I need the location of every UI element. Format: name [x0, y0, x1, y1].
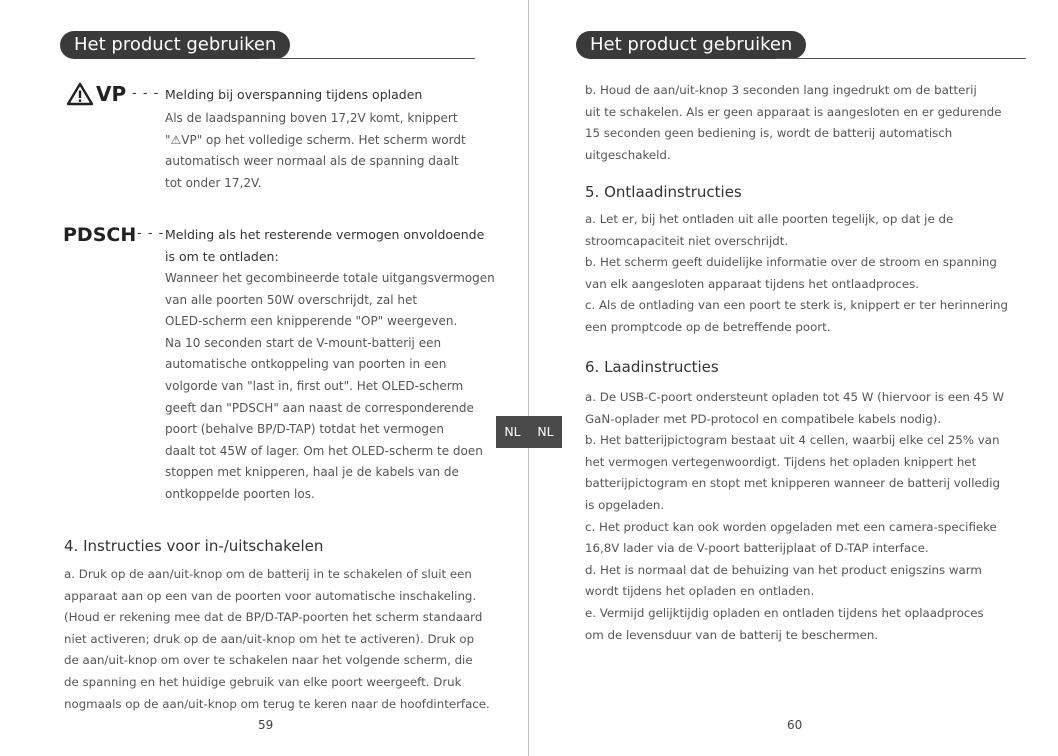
- section-6-line: het vermogen vertegenwoordigt. Tijdens het opladen knippert het: [585, 454, 977, 469]
- vp-body-line: automatisch weer normaal als de spanning daalt: [165, 154, 459, 169]
- pdsch-body-line: daalt tot 45W of lager. Om het OLED-scherm te doen: [165, 443, 483, 458]
- pdsch-dashes: - - -: [137, 226, 165, 241]
- warning-triangle-icon: [66, 82, 94, 106]
- intro-body: [585, 80, 1001, 166]
- section-4-line: apparaat aan op een van de poorten voor automatische inschakeling.: [64, 588, 477, 603]
- pdsch-title-line: is om te ontladen:: [165, 248, 279, 264]
- page-header: [60, 31, 475, 61]
- page-number: 59: [258, 718, 274, 732]
- pdsch-note-body: [165, 268, 495, 506]
- pdsch-body-line: poort (behalve BP/D-TAP) totdat het vermogen: [165, 422, 444, 437]
- pdsch-body-line: van alle poorten 50W overschrijdt, zal het: [165, 292, 418, 307]
- pdsch-body-line: stoppen met knipperen, haal je de kabels van de: [165, 465, 459, 480]
- page-number: 60: [787, 718, 803, 732]
- pdsch-body-line: OLED-scherm een knipperende "OP" weergeven.: [165, 314, 458, 329]
- section-6-line: c. Het product kan ook worden opgeladen met een camera-specifieke: [585, 519, 997, 534]
- page-header: [576, 31, 1026, 61]
- section-6-line: wordt tijdens het opladen en ontladen.: [585, 584, 815, 599]
- vp-dashes: - - -: [132, 86, 160, 101]
- section-6-line: is opgeladen.: [585, 497, 665, 512]
- intro-line: uitgeschakeld.: [585, 147, 671, 162]
- section-4-line: niet activeren; druk op de aan/uit-knop om het te activeren). Druk op: [64, 631, 475, 646]
- section-6-line: b. Het batterijpictogram bestaat uit 4 cellen, waarbij elke cel 25% van: [585, 433, 1000, 448]
- section-4-line: de spanning en het huidige gebruik van elke poort weergeeft. Druk: [64, 674, 462, 689]
- language-tab: NL: [496, 416, 529, 448]
- section-6-line: 16,8V lader via de V-poort batterijplaat of D-TAP interface.: [585, 541, 929, 556]
- language-tab: NL: [529, 416, 562, 448]
- section-4-body: [64, 564, 490, 715]
- pdsch-body-line: geeft dan "PDSCH" aan naast de corresponderende: [165, 400, 474, 415]
- pdsch-body-line: Na 10 seconden start de V-mount-batterij een: [165, 335, 442, 350]
- section-6-line: batterijpictogram en stopt met knipperen wanneer de batterij volledig: [585, 476, 1000, 491]
- pdsch-note-title: [165, 224, 484, 267]
- section-6-line: d. Het is normaal dat de behuizing van het product enigszins warm: [585, 562, 982, 577]
- section-6-title: 6. Laadinstructies: [585, 358, 719, 376]
- header-title: Het product gebruiken: [60, 31, 290, 59]
- section-5-line: c. Als de ontlading van een poort te sterk is, knippert er ter herinnering: [585, 298, 1008, 313]
- intro-line: b. Houd de aan/uit-knop 3 seconden lang ingedrukt om de batterij: [585, 83, 977, 97]
- vp-note-title: Melding bij overspanning tijdens opladen: [165, 87, 423, 102]
- section-5-body: [585, 209, 1008, 339]
- section-4-line: de aan/uit-knop om over te schakelen naar het volgende scherm, die: [64, 653, 473, 668]
- pdsch-body-line: Wanneer het gecombineerde totale uitgangsvermogen: [165, 271, 495, 285]
- section-5-line: van elk aangesloten apparaat tijdens het ontlaadproces.: [585, 276, 919, 291]
- pdsch-title-line: Melding als het resterende vermogen onvoldoende: [165, 227, 485, 242]
- section-4-line: (Houd er rekening mee dat de BP/D-TAP-poorten het scherm standaard: [64, 610, 483, 625]
- section-5-line: stroomcapaciteit niet overschrijdt.: [585, 233, 789, 248]
- section-6-line: a. De USB-C-poort ondersteunt opladen tot 45 W (hiervoor is een 45 W: [585, 390, 1004, 404]
- vp-marker-label: VP: [96, 82, 127, 106]
- page-right: [529, 0, 1058, 756]
- intro-line: uit te schakelen. Als er geen apparaat is aangesloten en er gedurende: [585, 104, 1002, 119]
- vp-body-line: Als de laadspanning boven 17,2V komt, knippert: [165, 111, 458, 125]
- vp-body-line: "⚠VP" op het volledige scherm. Het scherm wordt: [165, 132, 466, 147]
- pdsch-marker: PDSCH: [63, 224, 137, 246]
- vp-marker: [66, 82, 128, 106]
- header-title: Het product gebruiken: [576, 31, 806, 59]
- header-rule: [776, 58, 1026, 59]
- pdsch-body-line: volgorde van "last in, first out". Het OLED-scherm: [165, 378, 464, 393]
- section-5-line: a. Let er, bij het ontladen uit alle poorten tegelijk, op dat je de: [585, 212, 954, 226]
- section-6-line: GaN-oplader met PD-protocol en compatibele kabels nodig).: [585, 411, 942, 426]
- pdsch-body-line: ontkoppelde poorten los.: [165, 486, 315, 501]
- section-6-line: om de levensduur van de batterij te beschermen.: [585, 627, 879, 642]
- vp-note-body: [165, 108, 466, 194]
- section-4-title: 4. Instructies voor in-/uitschakelen: [64, 537, 324, 555]
- section-6-line: e. Vermijd gelijktijdig opladen en ontladen tijdens het oplaadproces: [585, 605, 984, 620]
- section-5-line: b. Het scherm geeft duidelijke informatie over de stroom en spanning: [585, 255, 997, 270]
- intro-line: 15 seconden geen bediening is, wordt de batterij automatisch: [585, 126, 953, 141]
- section-5-title: 5. Ontlaadinstructies: [585, 183, 742, 201]
- section-5-line: een promptcode op de betreffende poort.: [585, 319, 831, 334]
- header-rule: [260, 58, 475, 59]
- section-4-line: a. Druk op de aan/uit-knop om de batterij in te schakelen of sluit een: [64, 567, 472, 581]
- section-6-body: [585, 387, 1004, 646]
- pdsch-body-line: automatische ontkoppeling van poorten in een: [165, 357, 447, 372]
- vp-body-line: tot onder 17,2V.: [165, 175, 262, 190]
- section-4-line: nogmaals op de aan/uit-knop om terug te keren naar de hoofdinterface.: [64, 696, 490, 711]
